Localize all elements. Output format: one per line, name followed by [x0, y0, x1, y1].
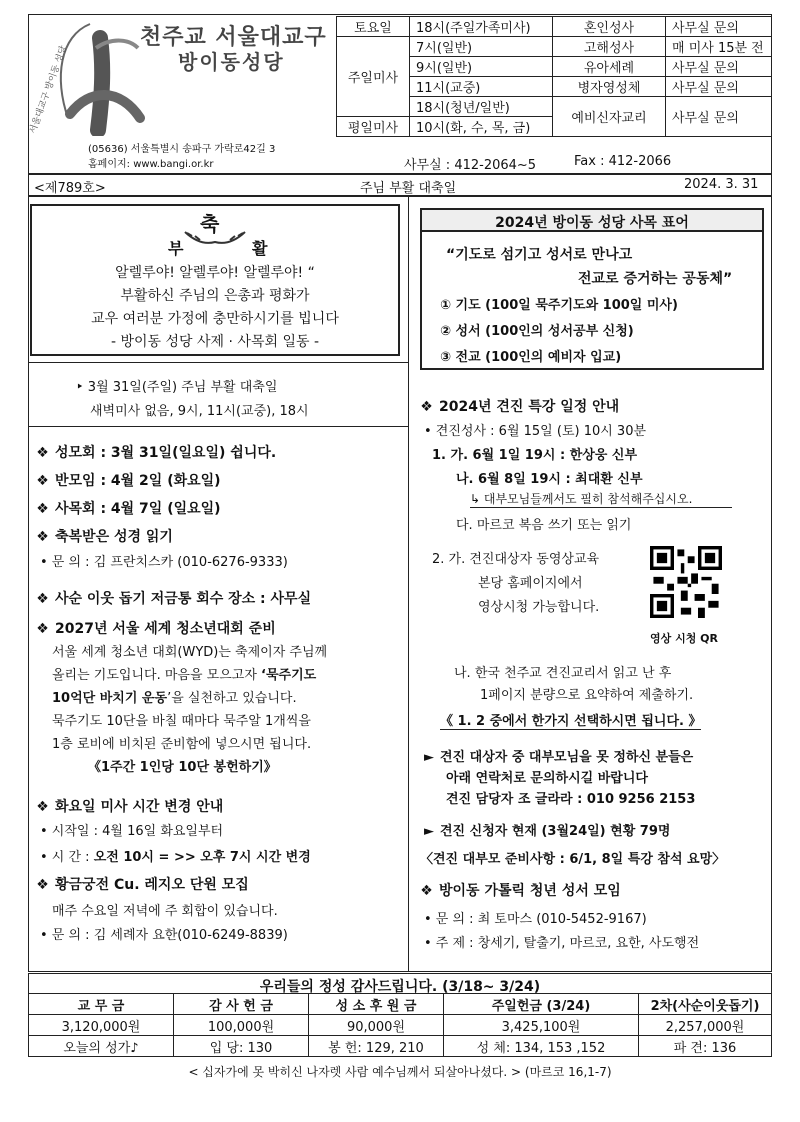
youth-contact: • 문 의 : 최 토마스 (010-5452-9167) [424, 912, 647, 927]
bullet-icon: ❖ [36, 799, 49, 815]
hymn-stat: 파 견: 136 [639, 1036, 772, 1057]
sun-time: 7시(일반) [410, 37, 553, 57]
greeting-line-2: 부활하신 주님의 은총과 평화가 [120, 288, 310, 304]
finance-value: 90,000원 [309, 1015, 444, 1036]
motto-item-3: ③ 전교 (100인의 예비자 입교) [440, 350, 622, 365]
logo-ring-text: 서울대교구 방이동 성당 [28, 44, 70, 136]
greeting-line-3: 교우 여러분 가정에 충만하시기를 빕니다 [91, 311, 339, 327]
finance-value: 100,000원 [174, 1015, 309, 1036]
wyd-line-6: 《1주간 1인당 10단 봉헌하기》 [88, 760, 277, 775]
legio-line-1: 매주 수요일 저녁에 주 회합이 있습니다. [52, 904, 278, 919]
bullet-icon: ❖ [36, 501, 49, 517]
service-info: 사무실 문의 [666, 17, 772, 37]
sun-time: 18시(청년/일반) [410, 97, 553, 117]
finance-table [28, 993, 772, 1057]
finance-header: 감 사 헌 금 [174, 994, 309, 1015]
video-line-2: 본당 홈페이지에서 [478, 576, 583, 591]
qr-code-icon[interactable] [650, 546, 722, 618]
parish-title-line1: 천주교 서울대교구 [140, 25, 327, 50]
notice-legio: ❖ 황금궁전 Cu. 레지오 단원 모집 [36, 877, 249, 893]
service-name: 고해성사 [553, 37, 666, 57]
qr-label: 영상 시청 QR [650, 632, 718, 645]
notice-tuesday-mass: ❖ 화요일 미사 시간 변경 안내 [36, 799, 224, 815]
service-name: 혼인성사 [553, 17, 666, 37]
scripture-quote: < 십자가에 못 박히신 나자렛 사람 예수님께서 되살아나셨다. > (마르코 16,1-7) [188, 1065, 612, 1079]
service-info: 사무실 문의 [666, 97, 772, 137]
video-line-1: 2. 가. 견진대상자 동영상교육 [432, 552, 600, 567]
wyd-line-2: 올리는 기도입니다. 마음을 모으고자 ‘묵주기도 [52, 668, 317, 683]
service-info: 사무실 문의 [666, 57, 772, 77]
service-name: 병자영성체 [553, 77, 666, 97]
sun-time: 11시(교중) [410, 77, 553, 97]
confirmation-lecture-1: 1. 가. 6월 1일 19시 : 한상웅 신부 [432, 448, 638, 463]
sat-label: 토요일 [337, 17, 410, 37]
issue-number: <제789호> [34, 181, 106, 196]
notice-piggy-bank: ❖ 사순 이웃 돕기 저금통 회수 장소 : 사무실 [36, 591, 312, 607]
issue-date: 2024. 3. 31 [684, 177, 759, 192]
finance-header: 2차(사순이웃돕기) [639, 994, 772, 1015]
finance-value: 3,425,100원 [444, 1015, 639, 1036]
sun-label: 주일미사 [337, 37, 410, 117]
easter-mass-line-2: 새벽미사 없음, 9시, 11시(교중), 18시 [90, 404, 309, 419]
finance-value: 2,257,000원 [639, 1015, 772, 1036]
bullet-icon: ❖ [36, 621, 49, 637]
arrow-icon: ► [424, 750, 434, 765]
mass-schedule-table [336, 16, 772, 137]
weekday-time: 10시(화, 수, 목, 금) [410, 117, 553, 137]
notice-youth: ❖ 방이동 가톨릭 청년 성서 모임 [420, 883, 621, 899]
greeting-char-2: 부 [168, 239, 184, 258]
bullet-icon: ❖ [420, 399, 433, 415]
wyd-line-1: 서울 세계 청소년 대회(WYD)는 축제이자 주님께 [52, 645, 328, 660]
laurel-icon [180, 228, 250, 246]
tuesday-start: • 시작일 : 4월 16일 화요일부터 [40, 824, 224, 839]
hymn-stat: 봉 헌: 129, 210 [309, 1036, 444, 1057]
service-info: 사무실 문의 [666, 77, 772, 97]
youth-topics: • 주 제 : 창세기, 탈출기, 마르코, 요한, 사도행전 [424, 936, 700, 951]
service-name: 예비신자교리 [553, 97, 666, 137]
address: (05636) 서울특별시 송파구 가락로42길 3 [88, 144, 276, 155]
confirmation-date: • 견진성사 : 6월 15일 (토) 10시 30분 [424, 424, 647, 439]
catechism-line-1: 나. 한국 천주교 견진교리서 읽고 난 후 [454, 666, 672, 681]
godparent-help-2: 아래 연락처로 문의하시길 바랍니다 [446, 771, 648, 786]
wyd-line-3: 10억단 바치기 운동’을 실천하고 있습니다. [52, 691, 297, 706]
hymn-stat: 입 당: 130 [174, 1036, 309, 1057]
notice-seongmo: ❖ 성모회 : 3월 31일(일요일) 쉽니다. [36, 445, 277, 461]
greeting-line-4: - 방이동 성당 사제 · 사목회 일동 - [111, 334, 319, 350]
video-line-3: 영상시청 가능합니다. [478, 600, 600, 615]
finance-header: 주일헌금 (3/24) [444, 994, 639, 1015]
greeting-char-1: 축 [200, 212, 220, 236]
legio-contact: • 문 의 : 김 세례자 요한(010-6249-8839) [40, 928, 288, 943]
bullet-icon: ❖ [36, 445, 49, 461]
sun-time: 9시(일반) [410, 57, 553, 77]
godparent-help: ► 견진 대상자 중 대부모님을 못 정하신 분들은 [424, 750, 694, 765]
hymn-stat: 오늘의 성가♪ [29, 1036, 174, 1057]
wyd-line-5: 1층 로비에 비치된 준비함에 넣으시면 됩니다. [52, 737, 312, 752]
godparent-note: ↳ 대부모님들께서도 필히 참석해주십시오. [470, 490, 732, 508]
fax: Fax : 412-2066 [574, 154, 672, 169]
godparent-prep: 〈견진 대부모 준비사항 : 6/1, 8일 특강 참석 요망〉 [420, 852, 726, 867]
arrow-icon: ► [424, 824, 434, 839]
easter-divider [28, 426, 408, 427]
feast-name: 주님 부활 대축일 [360, 181, 457, 196]
confirmation-contact: 견진 담당자 조 글라라 : 010 9256 2153 [446, 792, 696, 807]
wyd-line-4: 묵주기도 10단을 바칠 때마다 묵주알 1개씩을 [52, 714, 311, 729]
notice-banmo: ❖ 반모임 : 4월 2일 (화요일) [36, 473, 221, 489]
notice-wyd: ❖ 2027년 서울 세계 청소년대회 준비 [36, 621, 276, 637]
motto-line-1: “기도로 섬기고 성서로 만나고 [446, 247, 633, 263]
bullet-icon: ❖ [36, 529, 49, 545]
greeting-line-1: 알렐루야! 알렐루야! 알렐루야! “ [115, 265, 315, 281]
bullet-icon: ❖ [36, 591, 49, 607]
motto-item-1: ① 기도 (100일 묵주기도와 100일 미사) [440, 298, 678, 313]
homepage-link[interactable]: 홈페이지: www.bangi.or.kr [88, 159, 214, 170]
bullet-icon: ❖ [36, 473, 49, 489]
bullet-icon: ❖ [420, 883, 433, 899]
confirmation-lecture-2: 나. 6월 8일 19시 : 최대환 신부 [456, 472, 643, 487]
office-phone: 사무실 : 412-2064~5 [404, 158, 537, 173]
column-divider [408, 196, 409, 972]
hymn-stat: 성 체: 134, 153 ,152 [444, 1036, 639, 1057]
sat-time: 18시(주일가족미사) [410, 17, 553, 37]
easter-mass-line-1: ‣ 3월 31일(주일) 주님 부활 대축일 [76, 380, 278, 395]
finance-header: 교 무 금 [29, 994, 174, 1015]
tuesday-time: • 시 간 : 오전 10시 = >> 오후 7시 시간 변경 [40, 850, 311, 865]
weekday-label: 평일미사 [337, 117, 410, 137]
greeting-char-3: 활 [252, 239, 268, 258]
choose-note: 《 1. 2 중에서 한가지 선택하시면 됩니다. 》 [440, 710, 701, 730]
parish-title-line2: 방이동성당 [178, 50, 285, 74]
applicant-count: ► 견진 신청자 현재 (3월24일) 현황 79명 [424, 824, 671, 839]
motto-item-2: ② 성서 (100인의 성서공부 신청) [440, 324, 634, 339]
notice-samok: ❖ 사목회 : 4월 7일 (일요일) [36, 501, 221, 517]
notice-confirmation: ❖ 2024년 견진 특강 일정 안내 [420, 399, 620, 415]
motto-line-2: 전교로 증거하는 공동체” [578, 271, 733, 287]
finance-value: 3,120,000원 [29, 1015, 174, 1036]
finance-title: 우리들의 정성 감사드립니다. (3/18~ 3/24) [28, 973, 772, 994]
bible-contact: • 문 의 : 김 프란치스카 (010-6276-9333) [40, 555, 288, 570]
confirmation-gospel: 다. 마르코 복음 쓰기 또는 읽기 [456, 518, 632, 533]
greeting-divider [28, 362, 408, 363]
service-info: 매 미사 15분 전 [666, 37, 772, 57]
bullet-icon: ❖ [36, 877, 49, 893]
catechism-line-2: 1페이지 분량으로 요약하여 제출하기. [480, 688, 694, 703]
finance-header: 성 소 후 원 금 [309, 994, 444, 1015]
notice-bible: ❖ 축복받은 성경 읽기 [36, 529, 173, 545]
pastoral-title: 2024년 방이동 성당 사목 표어 [495, 215, 689, 231]
service-name: 유아세례 [553, 57, 666, 77]
